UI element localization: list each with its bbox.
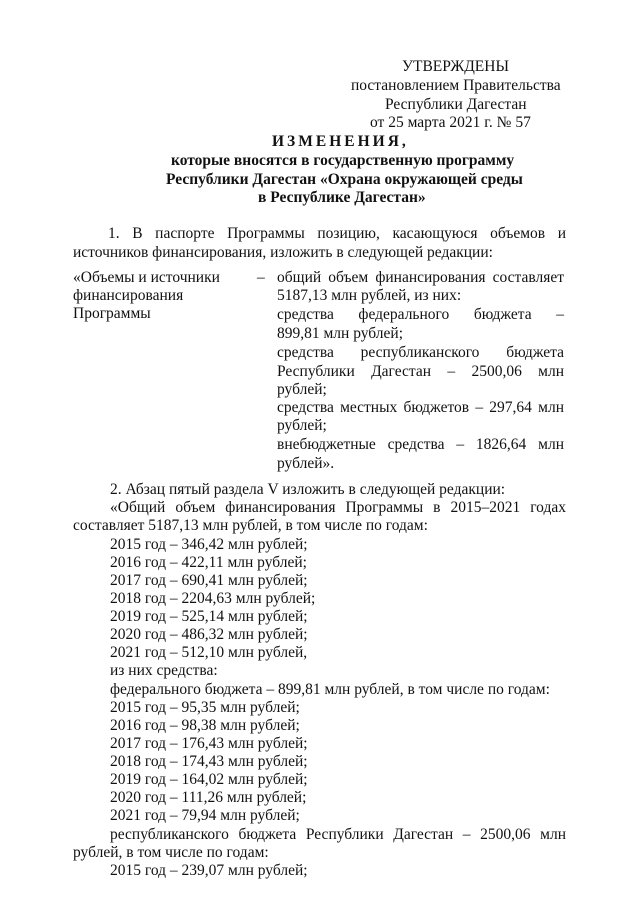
federal-year-2016: 2016 год – 98,38 млн рублей; bbox=[110, 717, 300, 734]
passport-r3b: Республики Дагестан – 2500,06 млн bbox=[277, 363, 564, 380]
approval-line-3: от 25 марта 2021 г. № 57 bbox=[370, 114, 531, 131]
federal-year-2021: 2021 год – 79,94 млн рублей; bbox=[110, 807, 300, 824]
republic-year-2015: 2015 год – 239,07 млн рублей; bbox=[110, 862, 308, 879]
passport-r1b: 5187,13 млн рублей, из них: bbox=[277, 287, 462, 304]
passport-r5b: рублей». bbox=[277, 455, 335, 472]
federal-year-2019: 2019 год – 164,02 млн рублей; bbox=[110, 771, 308, 788]
total-year-2019: 2019 год – 525,14 млн рублей; bbox=[110, 608, 308, 625]
passport-left-1: «Объемы и источники bbox=[73, 269, 220, 286]
p2-line-2: «Общий объем финансирования Программы в 2015–2021 годах bbox=[110, 499, 566, 516]
p2-line-3: составляет 5187,13 млн рублей, в том числе по годам: bbox=[73, 517, 428, 534]
total-year-2018: 2018 год – 2204,63 млн рублей; bbox=[110, 590, 316, 607]
p1-line-2: источников финансирования, изложить в следующей редакции: bbox=[73, 244, 493, 261]
federal-year-2018: 2018 год – 174,43 млн рублей; bbox=[110, 753, 308, 770]
passport-r4a: средства местных бюджетов – 297,64 млн bbox=[277, 399, 564, 416]
passport-r2b: 899,81 млн рублей; bbox=[277, 325, 404, 342]
heading-sub-3: в Республике Дагестан» bbox=[258, 189, 426, 206]
federal-intro: федерального бюджета – 899,81 млн рублей, в том числе по годам: bbox=[110, 681, 550, 698]
heading-sub-2: Республики Дагестан «Охрана окружающей среды bbox=[166, 171, 523, 188]
passport-r5a: внебюджетные средства – 1826,64 млн bbox=[277, 436, 564, 453]
approval-line-1: постановлением Правительства bbox=[351, 77, 561, 94]
passport-r2a: средства федерального бюджета – bbox=[277, 306, 564, 323]
of-which-label: из них средства: bbox=[110, 662, 218, 679]
total-year-2016: 2016 год – 422,11 млн рублей; bbox=[110, 554, 307, 571]
federal-year-2017: 2017 год – 176,43 млн рублей; bbox=[110, 735, 308, 752]
passport-r4b: рублей; bbox=[277, 417, 327, 434]
passport-left-2: финансирования bbox=[73, 287, 184, 304]
total-year-2020: 2020 год – 486,32 млн рублей; bbox=[110, 626, 308, 643]
total-year-2015: 2015 год – 346,42 млн рублей; bbox=[110, 536, 308, 553]
passport-left-3: Программы bbox=[73, 305, 151, 322]
total-year-2021: 2021 год – 512,10 млн рублей, bbox=[110, 644, 308, 661]
heading-sub-1: которые вносятся в государственную программу bbox=[171, 152, 515, 169]
p1-line-1: 1. В паспорте Программы позицию, касающуюся объемов и bbox=[108, 225, 566, 242]
republic-line-2: рублей, в том числе по годам: bbox=[73, 844, 269, 861]
federal-year-2020: 2020 год – 111,26 млн рублей; bbox=[110, 789, 307, 806]
passport-r3a: средства республиканского бюджета bbox=[277, 344, 564, 361]
approval-line-2: Республики Дагестан bbox=[385, 96, 527, 113]
passport-dash: – bbox=[257, 269, 265, 286]
document-title: ИЗМЕНЕНИЯ, bbox=[272, 133, 409, 150]
federal-year-2015: 2015 год – 95,35 млн рублей; bbox=[110, 699, 300, 716]
republic-line-1: республиканского бюджета Республики Дагестан – 2500,06 млн bbox=[110, 826, 566, 843]
total-year-2017: 2017 год – 690,41 млн рублей; bbox=[110, 572, 308, 589]
p2-line-1: 2. Абзац пятый раздела V изложить в следующей редакции: bbox=[110, 481, 506, 498]
passport-r3c: рублей; bbox=[277, 381, 327, 398]
approval-word: УТВЕРЖДЕНЫ bbox=[402, 58, 509, 75]
passport-r1a: общий объем финансирования составляет bbox=[277, 269, 564, 286]
